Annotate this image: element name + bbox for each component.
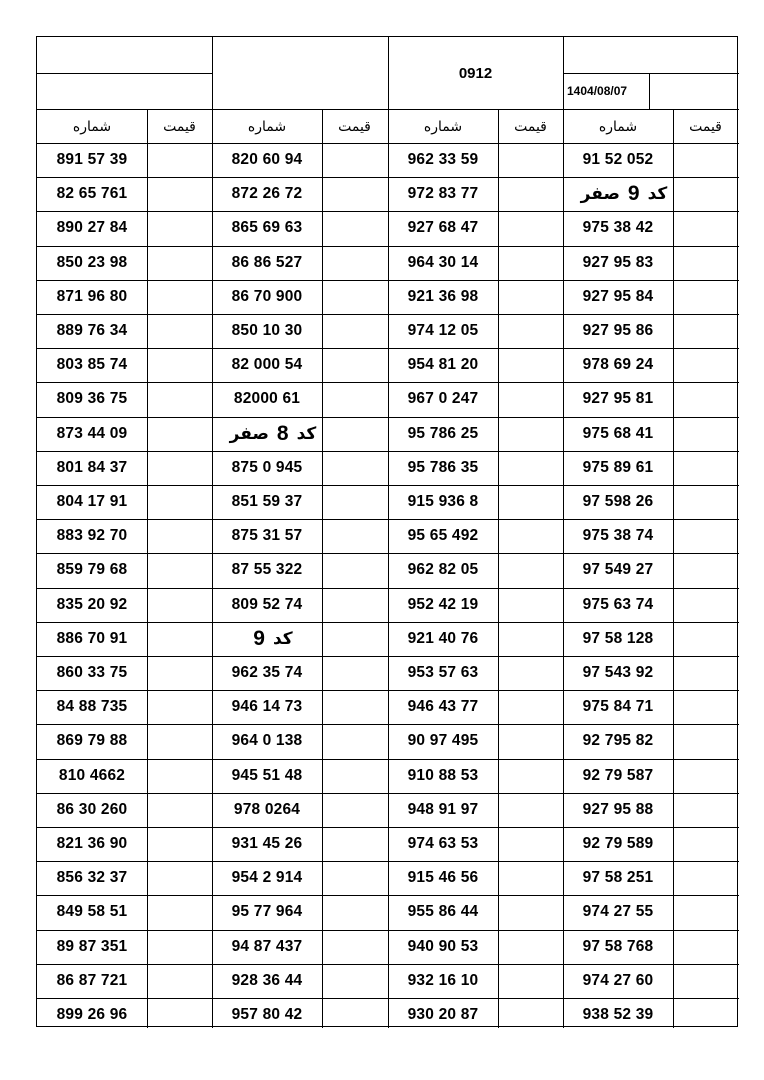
phone-number: 97 598 26 <box>582 493 654 511</box>
price-cell <box>498 348 563 382</box>
phone-number: 946 14 73 <box>231 698 303 716</box>
phone-number: 86 86 527 <box>231 253 303 271</box>
price-cell <box>673 724 738 758</box>
phone-number: 875 31 57 <box>231 527 303 545</box>
phone-number: 974 27 60 <box>582 971 654 989</box>
phone-number: 82 65 761 <box>56 185 128 203</box>
phone-number: 910 88 53 <box>407 766 479 784</box>
prefix-code: 0912 <box>458 64 493 82</box>
phone-number: 801 84 37 <box>56 458 128 476</box>
price-cell <box>147 246 212 280</box>
phone-number: 940 90 53 <box>407 937 479 955</box>
phone-number: 90 97 495 <box>407 732 479 750</box>
phone-number: 955 86 44 <box>407 903 479 921</box>
price-cell <box>673 964 738 998</box>
code-group-label <box>563 177 685 211</box>
price-cell <box>673 246 738 280</box>
code-word: کد <box>296 423 317 443</box>
code-digit: 9 <box>627 182 640 206</box>
price-cell <box>673 519 738 553</box>
price-cell <box>322 827 387 861</box>
phone-number: 974 63 53 <box>407 835 479 853</box>
price-cell <box>673 348 738 382</box>
phone-number: 849 58 51 <box>56 903 128 921</box>
code-zero-word: صفر <box>229 423 269 443</box>
price-cell <box>498 656 563 690</box>
phone-number: 95 786 25 <box>407 424 479 442</box>
phone-number: 891 57 39 <box>56 151 128 169</box>
price-cell <box>498 724 563 758</box>
price-cell <box>322 998 387 1032</box>
phone-number: 972 83 77 <box>407 185 479 203</box>
phone-number: 89 87 351 <box>56 937 128 955</box>
price-cell <box>673 656 738 690</box>
phone-number: 957 80 42 <box>231 1006 303 1024</box>
price-cell <box>322 656 387 690</box>
price-cell <box>498 246 563 280</box>
phone-number: 872 26 72 <box>231 185 303 203</box>
phone-number: 859 79 68 <box>56 561 128 579</box>
price-cell <box>498 930 563 964</box>
price-cell <box>322 622 387 656</box>
phone-number: 873 44 09 <box>56 424 128 442</box>
price-cell <box>498 177 563 211</box>
price-cell <box>147 724 212 758</box>
price-cell <box>673 280 738 314</box>
price-column-label: قیمت <box>338 117 371 134</box>
phone-number: 97 58 251 <box>582 869 654 887</box>
price-cell <box>498 588 563 622</box>
phone-number: 82 000 54 <box>231 356 303 374</box>
price-cell <box>322 451 387 485</box>
price-cell <box>147 895 212 929</box>
phone-number: 856 32 37 <box>56 869 128 887</box>
price-cell <box>322 382 387 416</box>
phone-number: 978 69 24 <box>582 356 654 374</box>
phone-number: 860 33 75 <box>56 664 128 682</box>
price-cell <box>147 143 212 177</box>
phone-number: 890 27 84 <box>56 219 128 237</box>
phone-number: 927 95 81 <box>582 390 654 408</box>
price-cell <box>147 998 212 1032</box>
code-zero-word: صفر <box>580 184 620 204</box>
price-cell <box>498 998 563 1032</box>
phone-number: 886 70 91 <box>56 629 128 647</box>
price-cell <box>322 724 387 758</box>
price-cell <box>322 417 387 451</box>
price-cell <box>498 382 563 416</box>
price-cell <box>322 759 387 793</box>
phone-number: 810 4662 <box>58 766 126 784</box>
price-list-sheet <box>36 36 738 1027</box>
price-cell <box>147 622 212 656</box>
price-cell <box>322 519 387 553</box>
phone-number: 883 92 70 <box>56 527 128 545</box>
price-cell <box>498 485 563 519</box>
price-cell <box>147 588 212 622</box>
phone-number: 948 91 97 <box>407 800 479 818</box>
price-cell <box>322 964 387 998</box>
price-cell <box>322 895 387 929</box>
price-cell <box>498 519 563 553</box>
phone-number: 92 795 82 <box>582 732 654 750</box>
phone-number: 809 52 74 <box>231 595 303 613</box>
code-word: کد <box>647 184 668 204</box>
price-cell <box>673 485 738 519</box>
price-cell <box>322 143 387 177</box>
phone-number: 921 36 98 <box>407 287 479 305</box>
price-cell <box>322 690 387 724</box>
phone-number: 95 65 492 <box>407 527 479 545</box>
phone-number: 87 55 322 <box>231 561 303 579</box>
price-column-label: قیمت <box>689 117 722 134</box>
price-cell <box>147 382 212 416</box>
price-cell <box>322 280 387 314</box>
phone-number: 915 936 8 <box>407 493 479 511</box>
price-cell <box>147 177 212 211</box>
price-cell <box>673 690 738 724</box>
price-cell <box>322 553 387 587</box>
phone-number: 97 58 128 <box>582 629 654 647</box>
price-cell <box>322 314 387 348</box>
phone-number: 975 84 71 <box>582 698 654 716</box>
date-divider <box>649 73 650 109</box>
price-cell <box>322 588 387 622</box>
price-cell <box>673 930 738 964</box>
price-cell <box>498 451 563 485</box>
phone-number: 938 52 39 <box>582 1006 654 1024</box>
price-cell <box>673 759 738 793</box>
phone-number: 850 10 30 <box>231 322 303 340</box>
price-cell <box>673 827 738 861</box>
price-cell <box>322 211 387 245</box>
phone-number: 91 52 052 <box>582 151 654 169</box>
price-column-label: قیمت <box>163 117 196 134</box>
phone-number: 92 79 589 <box>582 835 654 853</box>
phone-number: 804 17 91 <box>56 493 128 511</box>
phone-number: 86 70 900 <box>231 287 303 305</box>
phone-number: 97 58 768 <box>582 937 654 955</box>
price-cell <box>498 553 563 587</box>
price-cell <box>673 314 738 348</box>
price-cell <box>322 793 387 827</box>
phone-number: 932 16 10 <box>407 971 479 989</box>
phone-number: 871 96 80 <box>56 287 128 305</box>
price-cell <box>147 280 212 314</box>
phone-number: 86 30 260 <box>56 800 128 818</box>
code-word: کد <box>272 628 293 648</box>
header-line <box>37 73 212 74</box>
phone-number: 952 42 19 <box>407 595 479 613</box>
phone-number: 927 68 47 <box>407 219 479 237</box>
phone-number: 945 51 48 <box>231 766 303 784</box>
price-cell <box>673 211 738 245</box>
phone-number: 974 27 55 <box>582 903 654 921</box>
price-cell <box>673 177 738 211</box>
phone-number: 975 38 74 <box>582 527 654 545</box>
phone-number: 954 81 20 <box>407 356 479 374</box>
price-cell <box>147 348 212 382</box>
price-cell <box>673 588 738 622</box>
phone-number: 915 46 56 <box>407 869 479 887</box>
phone-number: 875 0 945 <box>231 458 303 476</box>
price-cell <box>673 382 738 416</box>
code-group-label <box>212 417 334 451</box>
price-cell <box>147 827 212 861</box>
price-cell <box>498 280 563 314</box>
price-cell <box>322 246 387 280</box>
phone-number: 962 35 74 <box>231 664 303 682</box>
phone-number: 954 2 914 <box>231 869 303 887</box>
price-cell <box>322 348 387 382</box>
price-cell <box>147 930 212 964</box>
price-cell <box>673 895 738 929</box>
price-cell <box>498 211 563 245</box>
phone-number: 851 59 37 <box>231 493 303 511</box>
phone-number: 946 43 77 <box>407 698 479 716</box>
phone-number: 850 23 98 <box>56 253 128 271</box>
phone-number: 974 12 05 <box>407 322 479 340</box>
price-cell <box>147 656 212 690</box>
price-cell <box>498 861 563 895</box>
list-date: 1404/08/07 <box>567 84 628 98</box>
price-cell <box>498 417 563 451</box>
price-cell <box>498 827 563 861</box>
price-cell <box>673 143 738 177</box>
price-cell <box>498 314 563 348</box>
code-group-label <box>212 622 334 656</box>
phone-number: 86 87 721 <box>56 971 128 989</box>
phone-number: 95 786 35 <box>407 458 479 476</box>
price-cell <box>498 964 563 998</box>
phone-number: 928 36 44 <box>231 971 303 989</box>
phone-number: 964 0 138 <box>231 732 303 750</box>
price-cell <box>498 622 563 656</box>
price-cell <box>147 211 212 245</box>
phone-number: 927 95 88 <box>582 800 654 818</box>
price-cell <box>147 759 212 793</box>
phone-number: 927 95 83 <box>582 253 654 271</box>
phone-number: 953 57 63 <box>407 664 479 682</box>
phone-number: 964 30 14 <box>407 253 479 271</box>
price-cell <box>498 690 563 724</box>
phone-number: 975 89 61 <box>582 458 654 476</box>
phone-number: 967 0 247 <box>407 390 479 408</box>
phone-number: 931 45 26 <box>231 835 303 853</box>
phone-number: 92 79 587 <box>582 766 654 784</box>
phone-number: 962 82 05 <box>407 561 479 579</box>
price-cell <box>498 895 563 929</box>
price-cell <box>498 759 563 793</box>
number-column-label: شماره <box>423 117 463 134</box>
phone-number: 803 85 74 <box>56 356 128 374</box>
phone-number: 975 63 74 <box>582 595 654 613</box>
price-cell <box>147 314 212 348</box>
price-cell <box>147 861 212 895</box>
price-cell <box>147 451 212 485</box>
phone-number: 865 69 63 <box>231 219 303 237</box>
phone-number: 899 26 96 <box>56 1006 128 1024</box>
code-digit: 8 <box>276 421 289 445</box>
number-column-label: شماره <box>598 117 638 134</box>
phone-number: 821 36 90 <box>56 835 128 853</box>
phone-number: 978 0264 <box>233 800 301 818</box>
phone-number: 820 60 94 <box>231 151 303 169</box>
price-cell <box>322 930 387 964</box>
price-cell <box>673 417 738 451</box>
phone-number: 95 77 964 <box>231 903 303 921</box>
phone-number: 809 36 75 <box>56 390 128 408</box>
phone-number: 975 38 42 <box>582 219 654 237</box>
price-cell <box>673 451 738 485</box>
phone-number: 930 20 87 <box>407 1006 479 1024</box>
price-column-label: قیمت <box>514 117 547 134</box>
price-cell <box>147 793 212 827</box>
number-column-label: شماره <box>247 117 287 134</box>
phone-number: 97 543 92 <box>582 664 654 682</box>
phone-number: 975 68 41 <box>582 424 654 442</box>
price-cell <box>322 177 387 211</box>
phone-number: 921 40 76 <box>407 629 479 647</box>
price-cell <box>147 690 212 724</box>
price-cell <box>322 861 387 895</box>
number-column-label: شماره <box>72 117 112 134</box>
price-cell <box>498 793 563 827</box>
phone-number: 82000 61 <box>233 390 301 408</box>
price-cell <box>673 793 738 827</box>
price-cell <box>673 861 738 895</box>
phone-number: 97 549 27 <box>582 561 654 579</box>
phone-number: 94 87 437 <box>231 937 303 955</box>
phone-number: 927 95 84 <box>582 287 654 305</box>
phone-number: 835 20 92 <box>56 595 128 613</box>
price-cell <box>498 143 563 177</box>
price-cell <box>147 485 212 519</box>
phone-number: 927 95 86 <box>582 322 654 340</box>
price-cell <box>673 622 738 656</box>
phone-number: 869 79 88 <box>56 732 128 750</box>
price-cell <box>322 485 387 519</box>
phone-number: 962 33 59 <box>407 151 479 169</box>
price-cell <box>147 417 212 451</box>
price-cell <box>673 553 738 587</box>
price-cell <box>147 553 212 587</box>
price-cell <box>673 998 738 1032</box>
code-digit: 9 <box>253 626 265 650</box>
phone-number: 889 76 34 <box>56 322 128 340</box>
price-cell <box>147 964 212 998</box>
phone-number: 84 88 735 <box>56 698 128 716</box>
price-cell <box>147 519 212 553</box>
